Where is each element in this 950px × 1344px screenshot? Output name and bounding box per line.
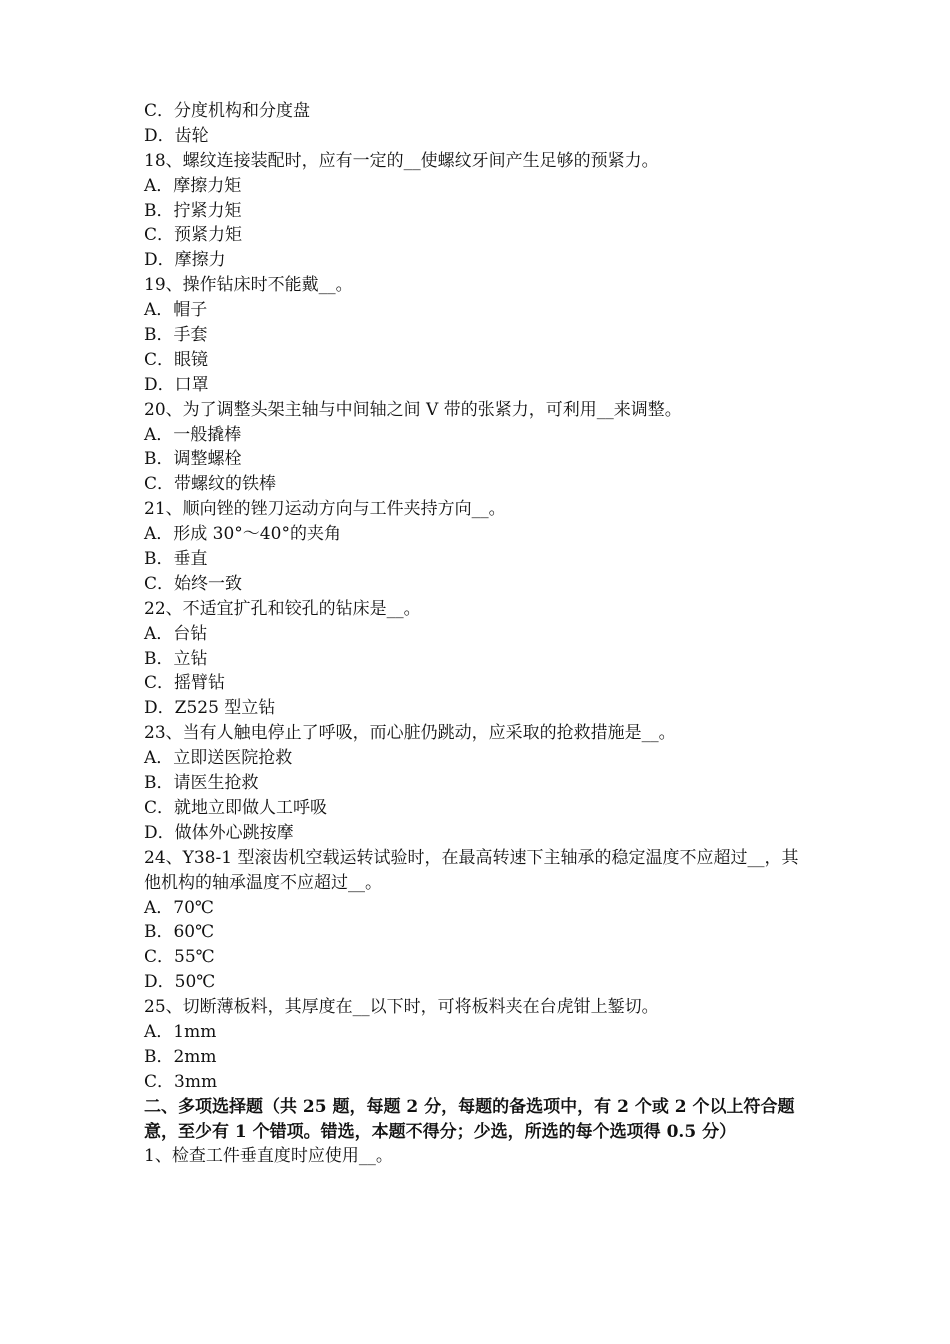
question-line: 20、为了调整头架主轴与中间轴之间 V 带的张紧力，可利用__来调整。: [144, 399, 682, 420]
option-line: D．口罩: [144, 374, 209, 395]
option-line: B．2mm: [144, 1046, 217, 1067]
option-line: B．拧紧力矩: [144, 200, 242, 221]
option-line: B．手套: [144, 325, 208, 346]
question-line: 18、螺纹连接装配时，应有一定的__使螺纹牙间产生足够的预紧力。: [144, 150, 659, 171]
option-line: A．摩擦力矩: [144, 175, 242, 196]
option-line: C．眼镜: [144, 349, 209, 370]
option-line: A．70℃: [144, 897, 214, 918]
option-line: A．一般撬棒: [144, 424, 242, 445]
option-line: C．3mm: [144, 1071, 218, 1092]
option-line: C．就地立即做人工呼吸: [144, 797, 328, 818]
option-line: A．帽子: [144, 300, 208, 321]
option-line: C．带螺纹的铁棒: [144, 474, 277, 495]
question-line: 23、当有人触电停止了呼吸，而心脏仍跳动，应采取的抢救措施是__。: [144, 723, 676, 744]
question-line: 22、不适宜扩孔和铰孔的钻床是__。: [144, 598, 421, 619]
option-line: B．立钻: [144, 648, 208, 669]
option-line: A．台钻: [144, 623, 208, 644]
page-content: [144, 99, 814, 1169]
option-line: B．请医生抢救: [144, 773, 259, 794]
question-line: 19、操作钻床时不能戴__。: [144, 275, 353, 296]
question-line: 24、Y38-1 型滚齿机空载运转试验时，在最高转速下主轴承的稳定温度不应超过__，其他机构的轴承温度不应超过__。: [144, 847, 799, 893]
option-line: C．预紧力矩: [144, 225, 243, 246]
option-line: A．立即送医院抢救: [144, 748, 293, 769]
option-line: C．分度机构和分度盘: [144, 101, 311, 121]
option-line: C．始终一致: [144, 573, 243, 594]
option-line: D．50℃: [144, 972, 216, 993]
option-line: B．垂直: [144, 549, 208, 570]
question-line: 1、检查工件垂直度时应使用__。: [144, 1146, 393, 1167]
option-line: D．做体外心跳按摩: [144, 822, 294, 843]
option-line: B．调整螺栓: [144, 449, 242, 470]
option-line: C．摇臂钻: [144, 673, 226, 694]
question-line: 21、顺向锉的锉刀运动方向与工件夹持方向__。: [144, 499, 506, 520]
option-line: D．Z525 型立钻: [144, 698, 276, 719]
option-line: D．摩擦力: [144, 250, 226, 271]
question-line: 25、切断薄板料，其厚度在__以下时，可将板料夹在台虎钳上錾切。: [144, 997, 659, 1018]
option-line: B．60℃: [144, 922, 215, 943]
section-heading: 二、多项选择题（共 25 题，每题 2 分，每题的备选项中，有 2 个或 2 个以上符合题意，至少有 1 个错项。错选，本题不得分；少选，所选的每个选项得 0.5 分）: [144, 1096, 795, 1142]
option-line: A．1mm: [144, 1021, 217, 1042]
option-line: D．齿轮: [144, 125, 209, 146]
option-line: A．形成 30°～40°的夹角: [144, 524, 341, 545]
option-line: C．55℃: [144, 947, 215, 968]
